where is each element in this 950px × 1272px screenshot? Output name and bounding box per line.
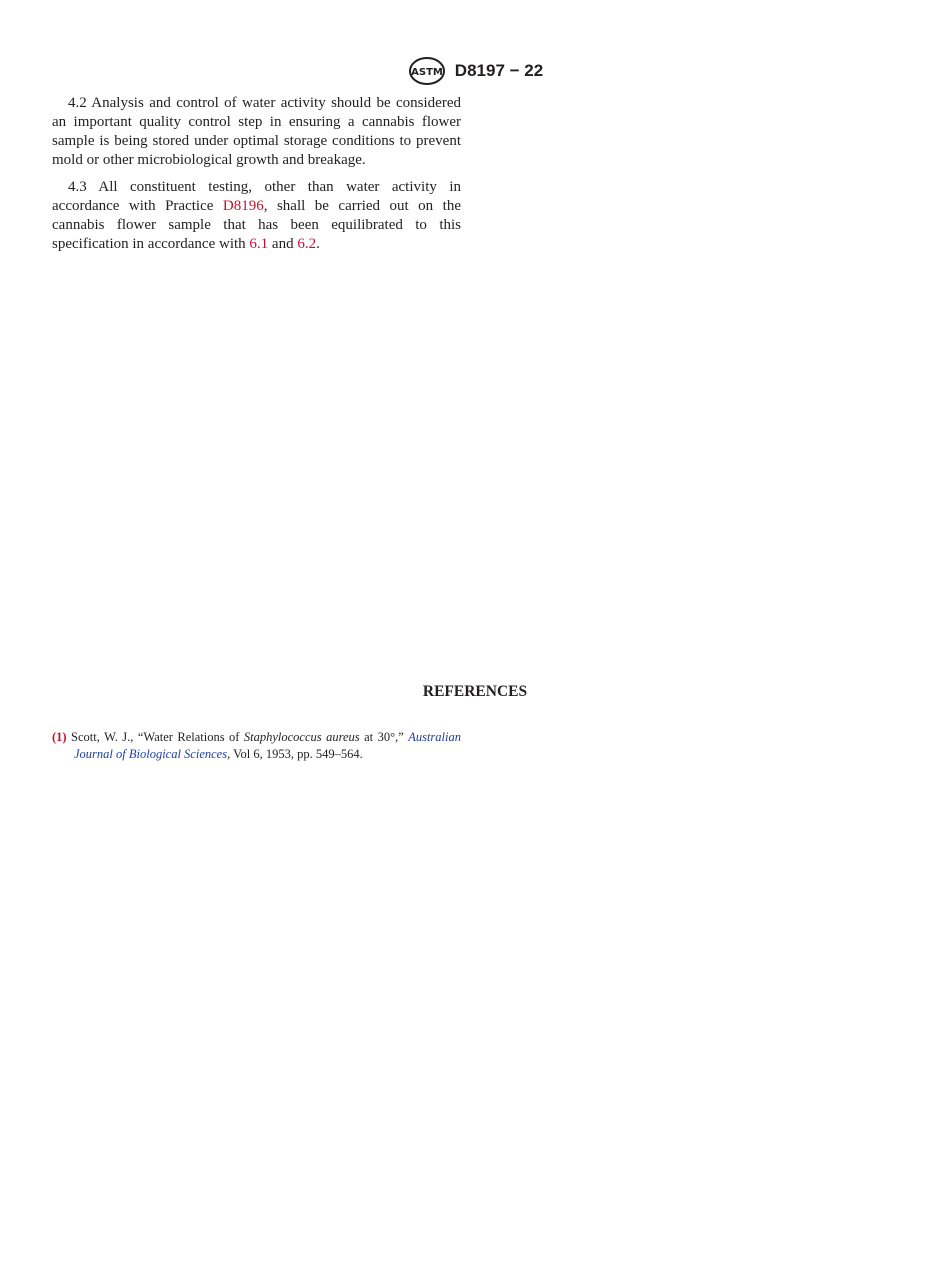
link-6-2[interactable]: 6.2 [297, 236, 317, 252]
ref-link-ajbs[interactable]: Australian Journal of Biological Sciences [74, 730, 461, 761]
astm-logo-icon [407, 56, 447, 86]
document-header [0, 56, 950, 86]
standard-designation: D8197 − 22 [454, 61, 544, 80]
left-column [52, 94, 461, 262]
reference-1: (1) Scott, W. J., “Water Relations of Staphylococcus aureus at 30°,” Australian Journal of Biological Sciences, Vol 6, 1953, pp. 549–564. [52, 730, 461, 761]
references-left [52, 729, 461, 762]
svg-text:ASTM: ASTM [410, 67, 443, 78]
link-6-1[interactable]: 6.1 [249, 236, 269, 252]
para-4-2: 4.2 Analysis and control of water activity should be considered an important quality control step in ensuring a cannabis flower sample is being stored under optimal storage conditions to prevent mold or other microbiological growth and breakage. [52, 95, 461, 168]
para-4-3: 4.3 All constituent testing, other than water activity in accordance with Practice D8196, shall be carried out on the cannabis flower sample that has been equilibrated to this specification in accordance with 6.1 and 6.2. [52, 179, 461, 252]
link-d8196[interactable]: D8196 [222, 198, 264, 214]
references-heading: REFERENCES [422, 683, 528, 700]
